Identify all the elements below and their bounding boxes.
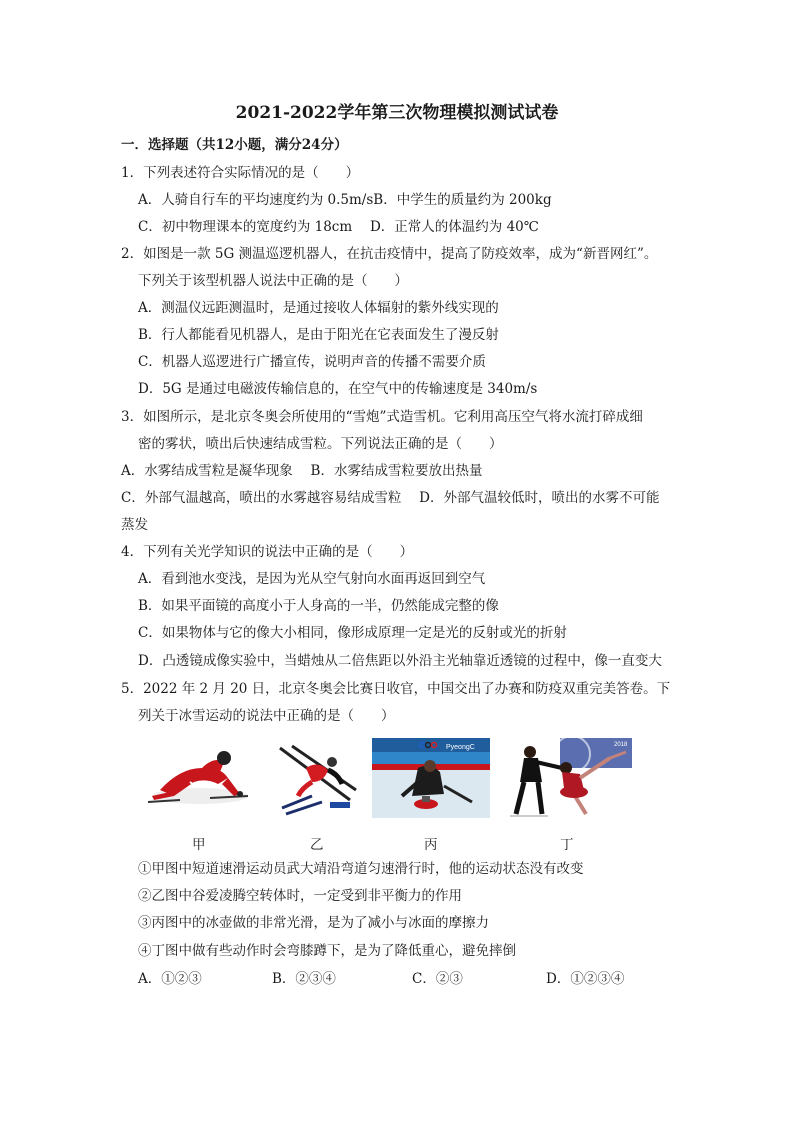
q5-option-b: B．②③④: [272, 971, 336, 987]
q5-statement-2: ②乙图中谷爱凌腾空转体时，一定受到非平衡力的作用: [138, 888, 462, 904]
q1-stem: 1．下列表述符合实际情况的是（ ）: [121, 165, 360, 181]
q3-stem-1: 3．如图所示，是北京冬奥会所使用的“雪炮”式造雪机。它利用高压空气将水流打碎成细: [121, 409, 643, 425]
q4-option-c: C．如果物体与它的像大小相同，像形成原理一定是光的反射或光的折射: [138, 625, 567, 641]
q4-option-a: A．看到池水变浅，是因为光从空气射向水面再返回到空气: [138, 571, 486, 587]
q5-stem-2: 列关于冰雪运动的说法中正确的是（ ）: [138, 708, 395, 724]
q5-statement-4: ④丁图中做有些动作时会弯膝蹲下，是为了降低重心，避免摔倒: [138, 943, 516, 959]
q3-options-cd: C．外部气温越高，喷出的水雾越容易结成雪粒 D．外部气温较低时，喷出的水雾不可能: [121, 490, 660, 506]
q5-option-d: D．①②③④: [546, 971, 625, 987]
q4-stem: 4．下列有关光学知识的说法中正确的是（ ）: [121, 544, 414, 560]
q5-statement-3: ③丙图中的冰壶做的非常光滑，是为了减小与冰面的摩擦力: [138, 915, 489, 931]
q3-options-ab: A．水雾结成雪粒是凝华现象 B．水雾结成雪粒要放出热量: [121, 463, 483, 479]
photo-curling: [372, 738, 490, 818]
q2-stem-1: 2．如图是一款 5G 测温巡逻机器人，在抗击疫情中，提高了防疫效率，成为“新晋网红”。: [121, 246, 658, 262]
q3-stem-2: 密的雾状，喷出后快速结成雪粒。下列说法正确的是（ ）: [138, 436, 503, 452]
q4-option-b: B．如果平面镜的高度小于人身高的一半，仍然能成完整的像: [138, 598, 499, 614]
q2-stem-2: 下列关于该型机器人说法中正确的是（ ）: [138, 273, 408, 289]
q5-statement-1: ①甲图中短道速滑运动员武大靖沿弯道匀速滑行时，他的运动状态没有改变: [138, 861, 584, 877]
exam-title: 2021-2022学年第三次物理模拟测试试卷: [235, 103, 559, 123]
q2-option-d: D．5G 是通过电磁波传输信息的，在空气中的传输速度是 340m/s: [138, 381, 538, 397]
q1-options-ab: A．人骑自行车的平均速度约为 0.5m/sB．中学生的质量约为 200kg: [138, 192, 552, 208]
q2-option-c: C．机器人巡逻进行广播宣传，说明声音的传播不需要介质: [138, 354, 486, 370]
q1-options-cd: C．初中物理课本的宽度约为 18cm D．正常人的体温约为 40℃: [138, 219, 539, 235]
q5-option-a: A．①②③: [138, 971, 202, 987]
q4-option-d: D．凸透镜成像实验中，当蜡烛从二倍焦距以外沿主光轴靠近透镜的过程中，像一直变大: [138, 653, 662, 669]
q2-option-a: A．测温仪远距测温时，是通过接收人体辐射的紫外线实现的: [138, 300, 499, 316]
q5-option-c: C．②③: [412, 971, 463, 987]
photo-speed-skater: [140, 738, 258, 818]
q3-option-d-cont: 蒸发: [121, 517, 148, 533]
year-label: 2018: [614, 742, 628, 748]
photo-aerial-skier: [272, 738, 360, 818]
caption-ding: 丁: [560, 837, 574, 853]
caption-jia: 甲: [192, 837, 206, 853]
section-header: 一．选择题（共12小题，满分24分）: [121, 137, 348, 153]
q5-stem-1: 5．2022 年 2 月 20 日，北京冬奥会比赛日收官，中国交出了办赛和防疫双重完美答卷。下: [121, 681, 671, 697]
pyeong-label: PyeongC: [446, 744, 475, 751]
q2-option-b: B．行人都能看见机器人，是由于阳光在它表面发生了漫反射: [138, 327, 499, 343]
caption-bing: 丙: [424, 837, 438, 853]
photo-figure-skating: [500, 738, 632, 818]
caption-yi: 乙: [310, 837, 324, 853]
